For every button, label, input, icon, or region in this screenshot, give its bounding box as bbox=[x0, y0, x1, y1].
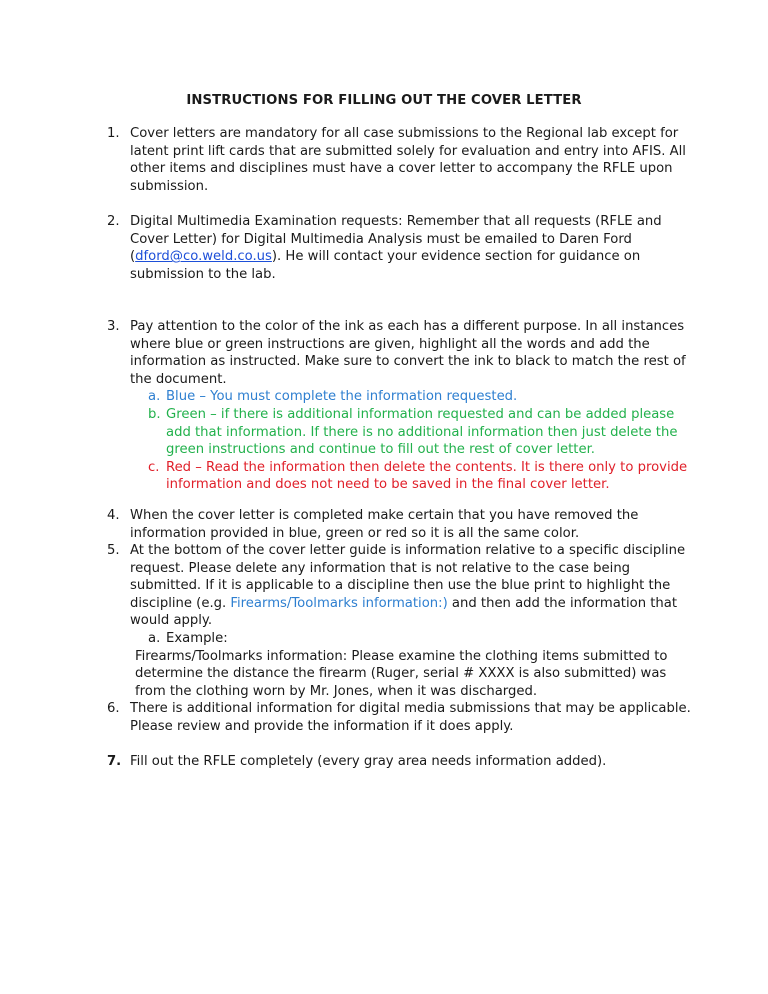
item-text-before: At the bottom of the cover letter guide is information relative to a specific discipline request. Please delete any information that is not relative to the case being submitted. If it is applicable to a discipline then use the blue print to highlight the discipline (e.g. bbox=[130, 543, 686, 611]
subitem-text: Green – if there is additional information requested and can be added please add that information. If there is no additional information then just delete the green instructions and continue to fill out the rest of cover letter. bbox=[166, 406, 678, 458]
page-title: INSTRUCTIONS FOR FILLING OUT THE COVER LETTER bbox=[186, 93, 582, 108]
list-item-1 bbox=[107, 125, 697, 195]
subitem-letter: a. bbox=[148, 389, 161, 405]
subitem-letter: c. bbox=[148, 459, 160, 475]
list-item-5 bbox=[107, 542, 697, 700]
item-text bbox=[130, 213, 697, 283]
item-text: When the cover letter is completed make certain that you have removed the information provided in blue, green or red so it is all the same color. bbox=[130, 508, 639, 541]
item-text bbox=[130, 542, 697, 630]
list-item-6 bbox=[107, 700, 697, 735]
subitem-example bbox=[148, 630, 697, 648]
subitem-green bbox=[148, 406, 697, 459]
item-text: Cover letters are mandatory for all case submissions to the Regional lab except for latent print lift cards that are submitted solely for evaluation and entry into AFIS. All other items and disciplines must have a cover letter to accompany the RFLE upon submission. bbox=[130, 126, 686, 194]
subitem-letter: a. bbox=[148, 630, 161, 646]
item-number: 4. bbox=[107, 508, 120, 523]
example-paragraph: Firearms/Toolmarks information: Please examine the clothing items submitted to determine the distance the firearm (Ruger, serial # XXXX is also submitted) was from the clothing worn by Mr. Jones, when it was discharged. bbox=[135, 648, 668, 699]
item-number: 2. bbox=[107, 214, 120, 229]
subitem-red bbox=[148, 459, 697, 494]
list-item-2 bbox=[107, 213, 697, 283]
blue-example-text: Firearms/Toolmarks information:) bbox=[230, 595, 448, 611]
list-item-7 bbox=[107, 753, 697, 771]
item-number: 3. bbox=[107, 319, 120, 334]
item-number: 7. bbox=[107, 754, 122, 769]
item-text-after: ). He will contact your evidence section for guidance on submission to the lab. bbox=[130, 249, 641, 282]
item-text: Fill out the RFLE completely (every gray area needs information added). bbox=[130, 754, 607, 769]
email-link[interactable]: dford@co.weld.co.us bbox=[135, 249, 272, 265]
list-item-4 bbox=[107, 507, 697, 542]
item-text-after: and then add the information that would apply. bbox=[130, 595, 678, 629]
subitem-blue bbox=[148, 388, 697, 406]
list-item-3 bbox=[107, 318, 697, 494]
item-text: There is additional information for digital media submissions that may be applicable. Please review and provide the information if it does apply. bbox=[130, 701, 691, 734]
subitem-text: Blue – You must complete the information requested. bbox=[166, 389, 518, 405]
item-number: 6. bbox=[107, 701, 120, 716]
subitem-letter: b. bbox=[148, 406, 161, 422]
subitem-text: Example: bbox=[166, 630, 228, 646]
item-number: 5. bbox=[107, 543, 120, 558]
subitem-text: Red – Read the information then delete the contents. It is there only to provide information and does not need to be saved in the final cover letter. bbox=[166, 459, 688, 493]
item-text-before: Digital Multimedia Examination requests: Remember that all requests (RFLE and Cover Letter) for Digital Multimedia Analysis must be emailed to Daren Ford ( bbox=[130, 214, 662, 265]
item-number: 1. bbox=[107, 126, 120, 141]
item-text: Pay attention to the color of the ink as each has a different purpose. In all instances where blue or green instructions are given, highlight all the words and add the information as instructed. Make sure to convert the ink to black to match the rest of the document. bbox=[130, 319, 686, 387]
